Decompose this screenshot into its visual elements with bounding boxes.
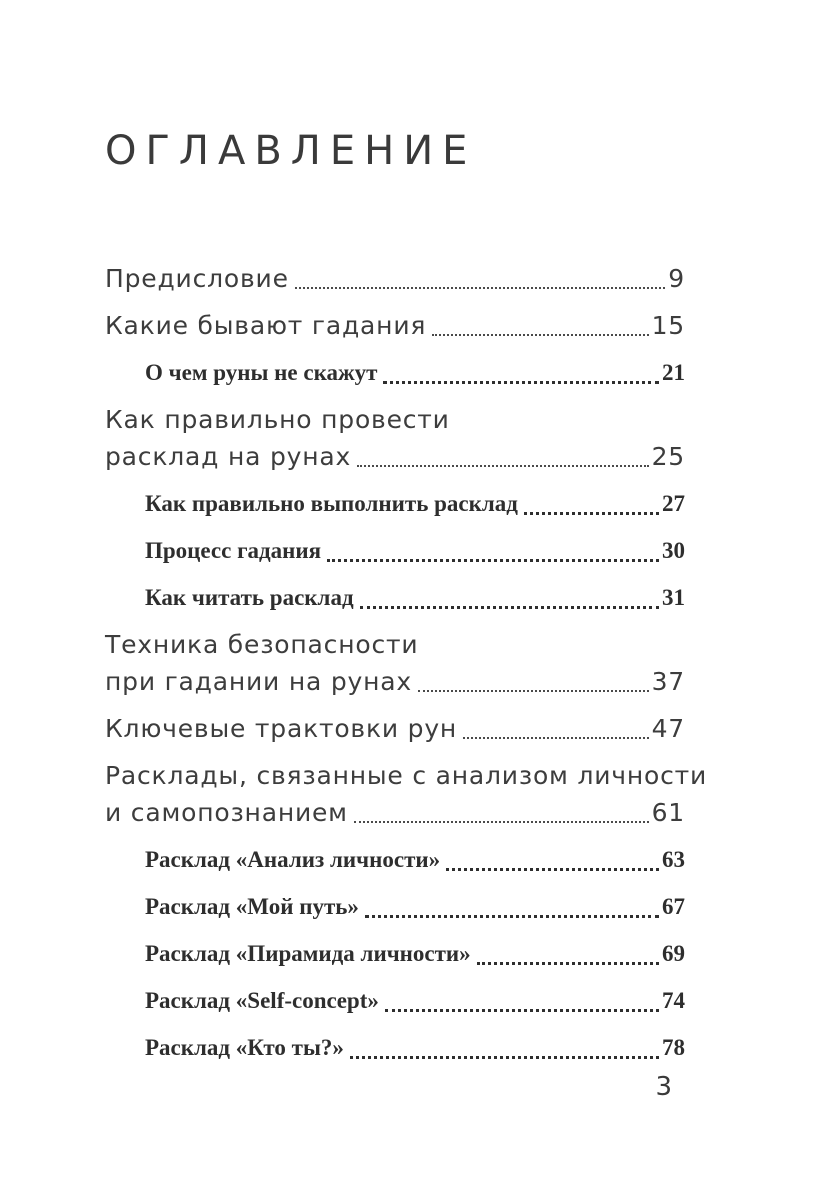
dot-leader	[383, 381, 659, 384]
toc-entry-page-number: 9	[668, 264, 685, 293]
dot-leader	[327, 559, 659, 562]
toc-entry-page-number: 30	[662, 538, 685, 563]
toc-entry	[105, 579, 685, 616]
toc-entry-line-last	[145, 485, 685, 522]
dot-leader	[463, 737, 649, 739]
toc-entry-line-last	[145, 354, 685, 391]
toc-entry-page-number: 61	[651, 798, 685, 827]
toc-entry-line	[105, 626, 685, 663]
toc-entry-page-number: 21	[662, 360, 685, 385]
toc-entry	[105, 485, 685, 522]
toc-entry-page-number: 47	[651, 714, 685, 743]
toc-entry-title: Предисловие	[105, 264, 289, 293]
toc-entry-title: при гадании на рунах	[105, 667, 412, 696]
dot-leader	[432, 334, 648, 336]
toc-entry-page-number: 31	[662, 585, 685, 610]
toc-entry-line-last	[105, 260, 685, 297]
toc-entry-title: Какие бывают гадания	[105, 311, 427, 340]
toc-entry-page-number: 74	[662, 988, 685, 1013]
toc-entry	[105, 710, 685, 747]
dot-leader	[354, 821, 649, 823]
page-number: 3	[655, 1072, 672, 1102]
toc-entry-title: Как правильно выполнить расклад	[145, 491, 518, 516]
toc-entry-title: Расклад «Пирамида личности»	[145, 941, 471, 966]
toc-entry-page-number: 27	[662, 491, 685, 516]
page-title: ОГЛАВЛЕНИЕ	[105, 128, 477, 174]
toc-entry-page-number: 15	[651, 311, 685, 340]
toc-entry-line-last	[105, 663, 685, 700]
toc-entry	[105, 354, 685, 391]
toc-entry-page-number: 63	[662, 847, 685, 872]
dot-leader	[350, 1056, 659, 1059]
toc-entry-line-last	[145, 579, 685, 616]
dot-leader	[477, 962, 659, 965]
toc-entry-title: и самопознанием	[105, 798, 348, 827]
toc-entry-line-last	[105, 438, 685, 475]
toc-entry-page-number: 67	[662, 894, 685, 919]
toc-entry-page-number: 37	[651, 667, 685, 696]
toc-entry-line-last	[145, 888, 685, 925]
table-of-contents	[105, 260, 708, 1066]
toc-entry-title: О чем руны не скажут	[145, 360, 378, 385]
toc-entry	[105, 1029, 685, 1066]
dot-leader	[360, 606, 659, 609]
toc-entry-line-last	[105, 710, 685, 747]
toc-entry-line-last	[145, 532, 685, 569]
toc-entry-title: Расклад «Мой путь»	[145, 894, 359, 919]
toc-entry	[105, 626, 685, 700]
page-content	[0, 128, 816, 1066]
toc-entry-line-last	[145, 1029, 685, 1066]
toc-entry	[105, 401, 685, 475]
toc-entry	[105, 841, 685, 878]
toc-entry	[105, 260, 685, 297]
toc-entry-line-last	[105, 307, 685, 344]
dot-leader	[295, 287, 666, 289]
toc-entry-title: Расклад «Анализ личности»	[145, 847, 441, 872]
toc-entry-line-last	[105, 794, 685, 831]
dot-leader	[365, 915, 659, 918]
toc-entry	[105, 982, 685, 1019]
toc-entry-page-number: 69	[662, 941, 685, 966]
toc-entry	[105, 888, 685, 925]
dot-leader	[524, 512, 659, 515]
toc-entry	[105, 307, 685, 344]
toc-entry	[105, 532, 685, 569]
toc-entry-page-number: 25	[651, 442, 685, 471]
toc-entry-line-last	[145, 841, 685, 878]
toc-entry-title: расклад на рунах	[105, 442, 352, 471]
toc-entry-line-last	[145, 982, 685, 1019]
dot-leader	[357, 465, 648, 467]
toc-entry-line	[105, 401, 685, 438]
toc-entry-title: Техника безопасности	[105, 630, 419, 659]
toc-entry-title: Расклады, связанные с анализом личности	[105, 761, 708, 790]
toc-entry-title: Как правильно провести	[105, 405, 450, 434]
toc-entry	[105, 935, 685, 972]
dot-leader	[446, 868, 659, 871]
toc-entry	[105, 757, 708, 831]
toc-entry-title: Процесс гадания	[145, 538, 322, 563]
toc-entry-title: Расклад «Кто ты?»	[145, 1035, 344, 1060]
toc-entry-title: Ключевые трактовки рун	[105, 714, 458, 743]
toc-entry-title: Расклад «Self-concept»	[145, 988, 379, 1013]
toc-entry-title: Как читать расклад	[145, 585, 354, 610]
toc-entry-page-number: 78	[662, 1035, 685, 1060]
dot-leader	[418, 690, 649, 692]
toc-entry-line-last	[145, 935, 685, 972]
dot-leader	[385, 1009, 659, 1012]
toc-entry-line	[105, 757, 708, 794]
